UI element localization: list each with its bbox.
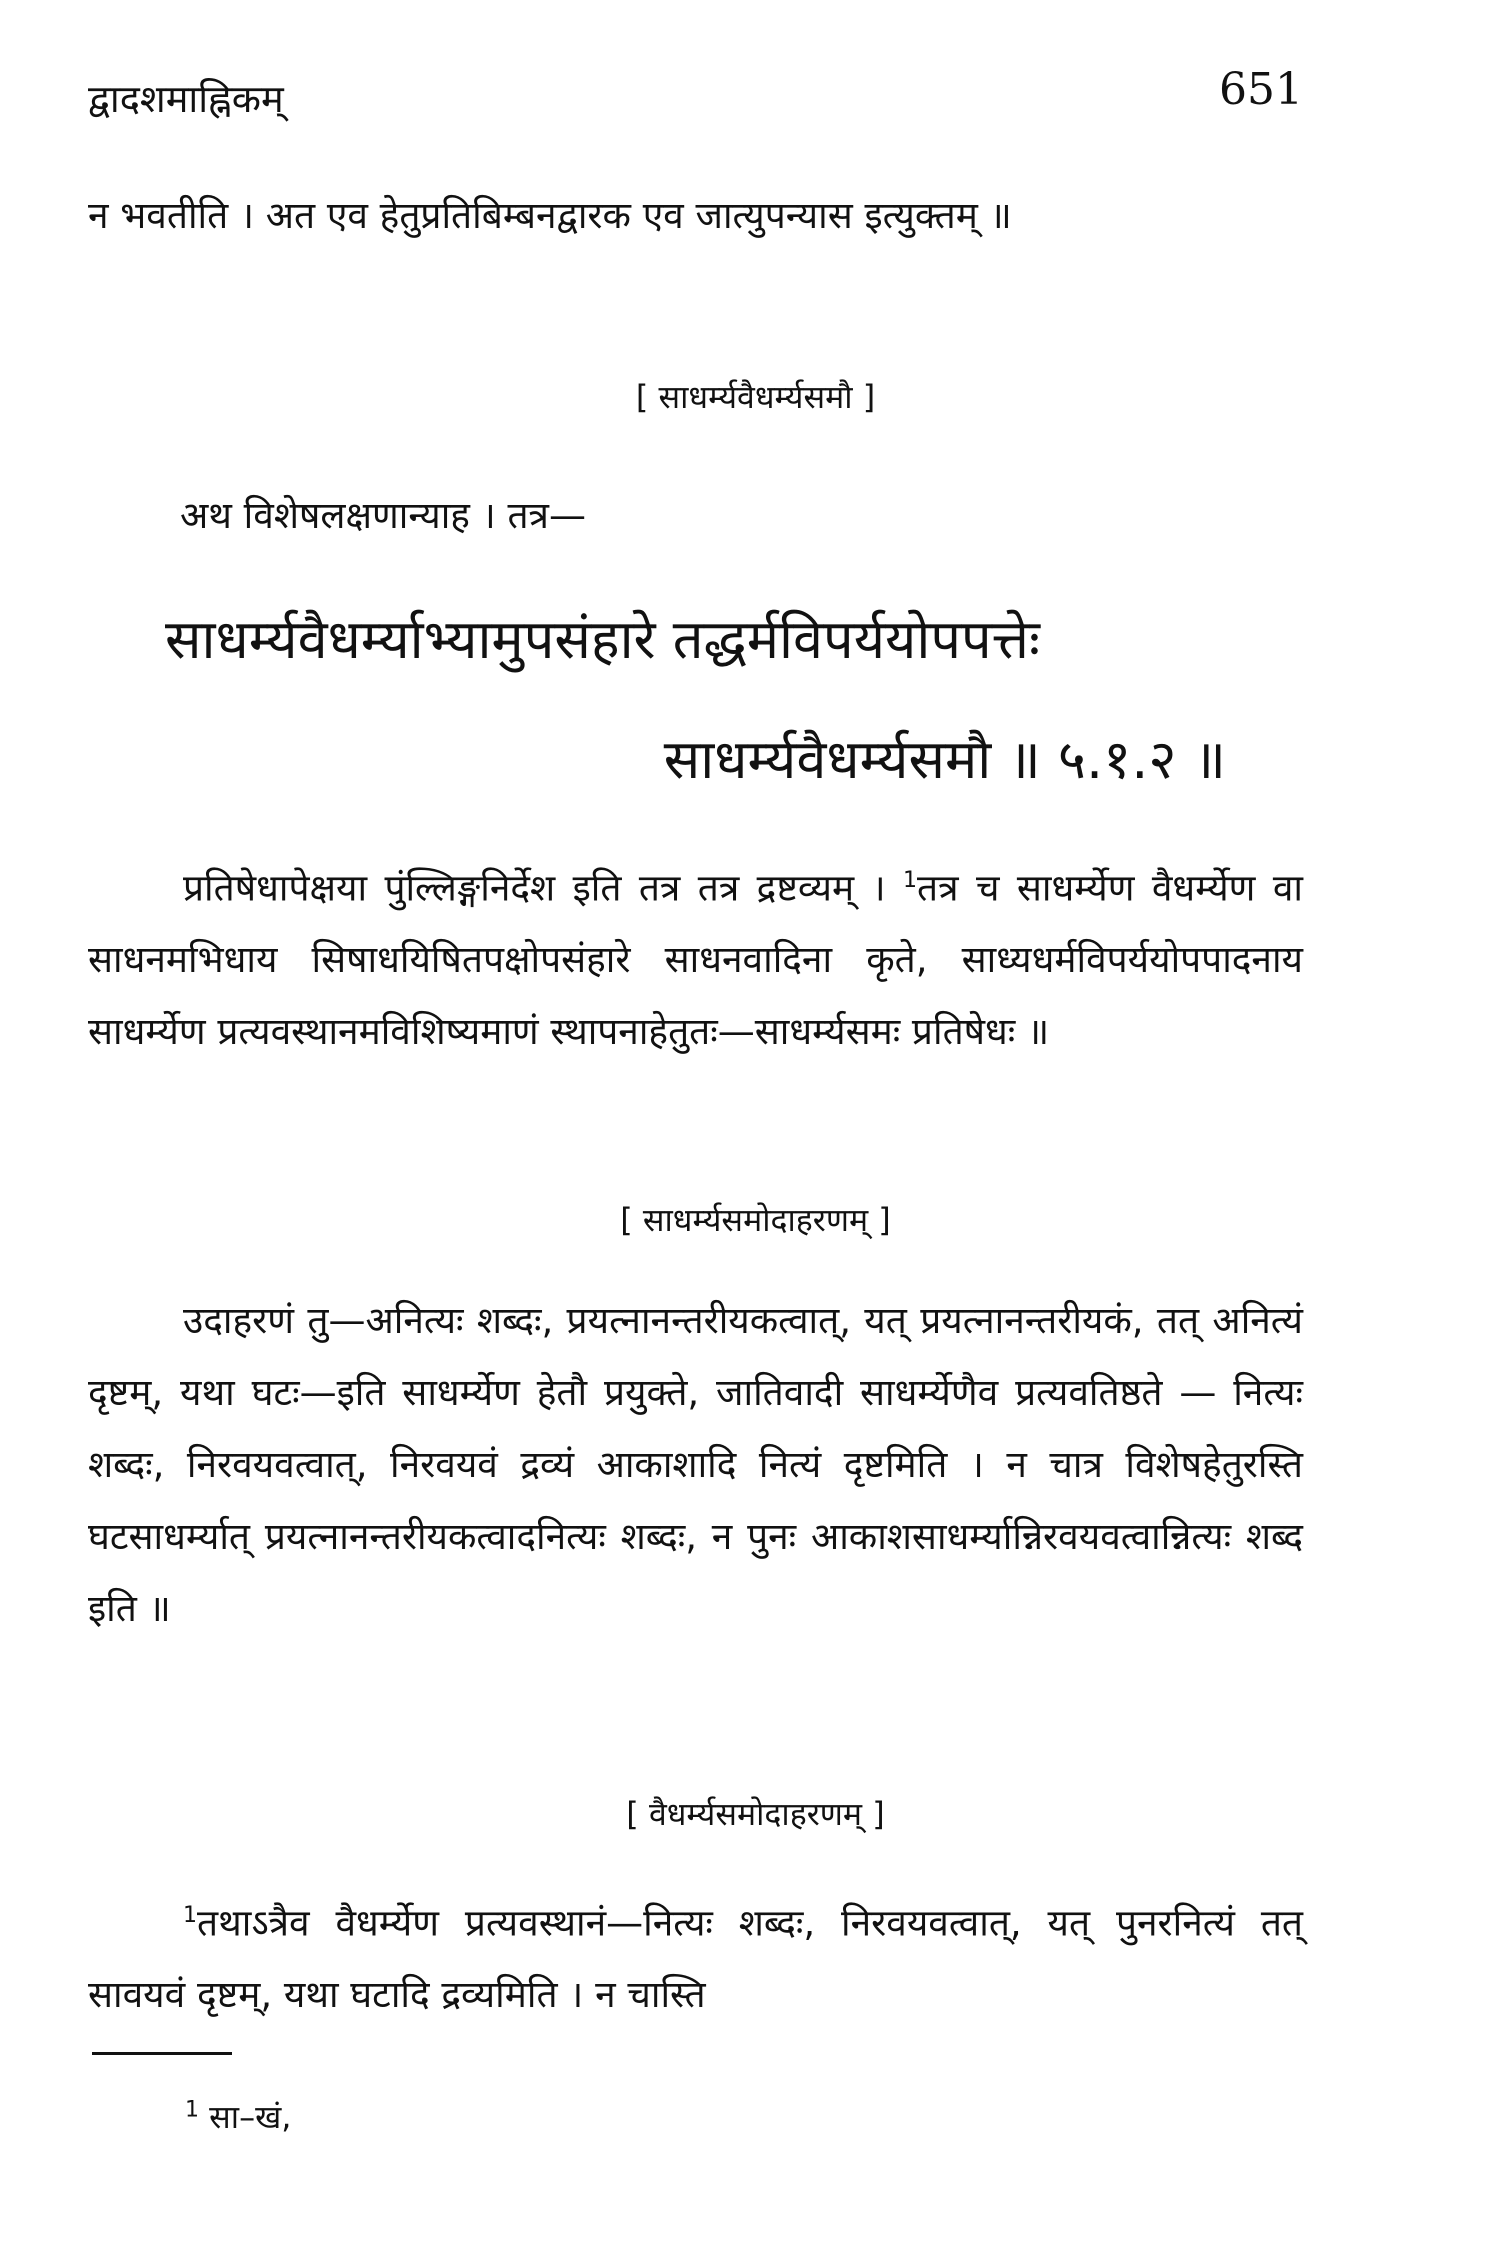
footnote-number: 1 (185, 2097, 199, 2123)
page-number: 651 (1219, 64, 1303, 115)
section-heading-sadharmya-vaidharmya: [ साधर्म्यवैधर्म्यसमौ ] (635, 378, 876, 416)
footnote-rule (92, 2052, 232, 2055)
section-heading-sadharmyasama-example: [ साधर्म्यसमोदाहरणम् ] (620, 1201, 891, 1239)
footnote-marker: 1 (903, 868, 918, 893)
sutra-line-1: साधर्म्यवैधर्म्याभ्यामुपसंहारे तद्धर्मविपर्ययोपपत्तेः (165, 608, 1040, 671)
section-heading-vaidharmyasama-example: [ वैधर्म्यसमोदाहरणम् ] (626, 1795, 885, 1833)
footnote-marker-2: 1 (183, 1903, 197, 1928)
example-paragraph-1: उदाहरणं तु—अनित्यः शब्दः, प्रयत्नानन्तरीयकत्वात्, यत् प्रयत्नानन्तरीयकं, तत् अनित्यं दृष्टम्, यथा घटः—इति साधर्म्येण हेतौ प्रयुक्ते, जातिवादी साधर्म्येणैव प्रत्यवतिष्ठते — नित्यः शब्दः, निरवयवत्वात्, निरवयवं द्रव्यं आकाशादि नित्यं दृष्टमिति । न चात्र विशेषहेतुरस्ति घटसाधर्म्यात् प्रयत्नानन्तरीयकत्वादनित्यः शब्दः, न पुनः आकाशसाधर्म्यान्निरवयवत्वान्नित्यः शब्द इति ॥ (88, 1299, 1303, 1630)
footnote (185, 2095, 291, 2138)
page-header (88, 64, 1303, 132)
footnote-text: सा–खं, (199, 2098, 292, 2136)
commentary-text-b: तत्र च साधर्म्येण वैधर्म्येण वा साधनमभिधाय सिषाधयिषितपक्षोपसंहारे साधनवादिना कृते, साध्यधर्मविपर्ययोपपादनाय साधर्म्येण प्रत्यवस्थानमविशिष्यमाणं स्थापनाहेतुतः—साधर्म्यसमः प्रतिषेधः ॥ (88, 866, 1303, 1054)
example-paragraph-2 (88, 1880, 1303, 2031)
commentary-text-a: प्रतिषेधापेक्षया पुंल्लिङ्गनिर्देश इति तत्र तत्र द्रष्टव्यम् । (183, 866, 904, 910)
running-head: द्वादशमाह्निकम् (88, 77, 284, 121)
intro-line: अथ विशेषलक्षणान्याह । तत्र— (180, 494, 586, 537)
continuation-paragraph: न भवतीति । अत एव हेतुप्रतिबिम्बनद्वारक एव जात्युपन्यास इत्युक्तम् ॥ (88, 194, 1012, 237)
sutra-line-2: साधर्म्यवैधर्म्यसमौ ॥ ५.१.२ ॥ (663, 728, 1226, 791)
commentary-paragraph (88, 845, 1303, 1068)
example-2-text: तथाऽत्रैव वैधर्म्येण प्रत्यवस्थानं—नित्यः शब्दः, निरवयवत्वात्, यत् पुनरनित्यं तत् सावयवं दृष्टम्, यथा घटादि द्रव्यमिति । न चास्ति (88, 1901, 1303, 2017)
